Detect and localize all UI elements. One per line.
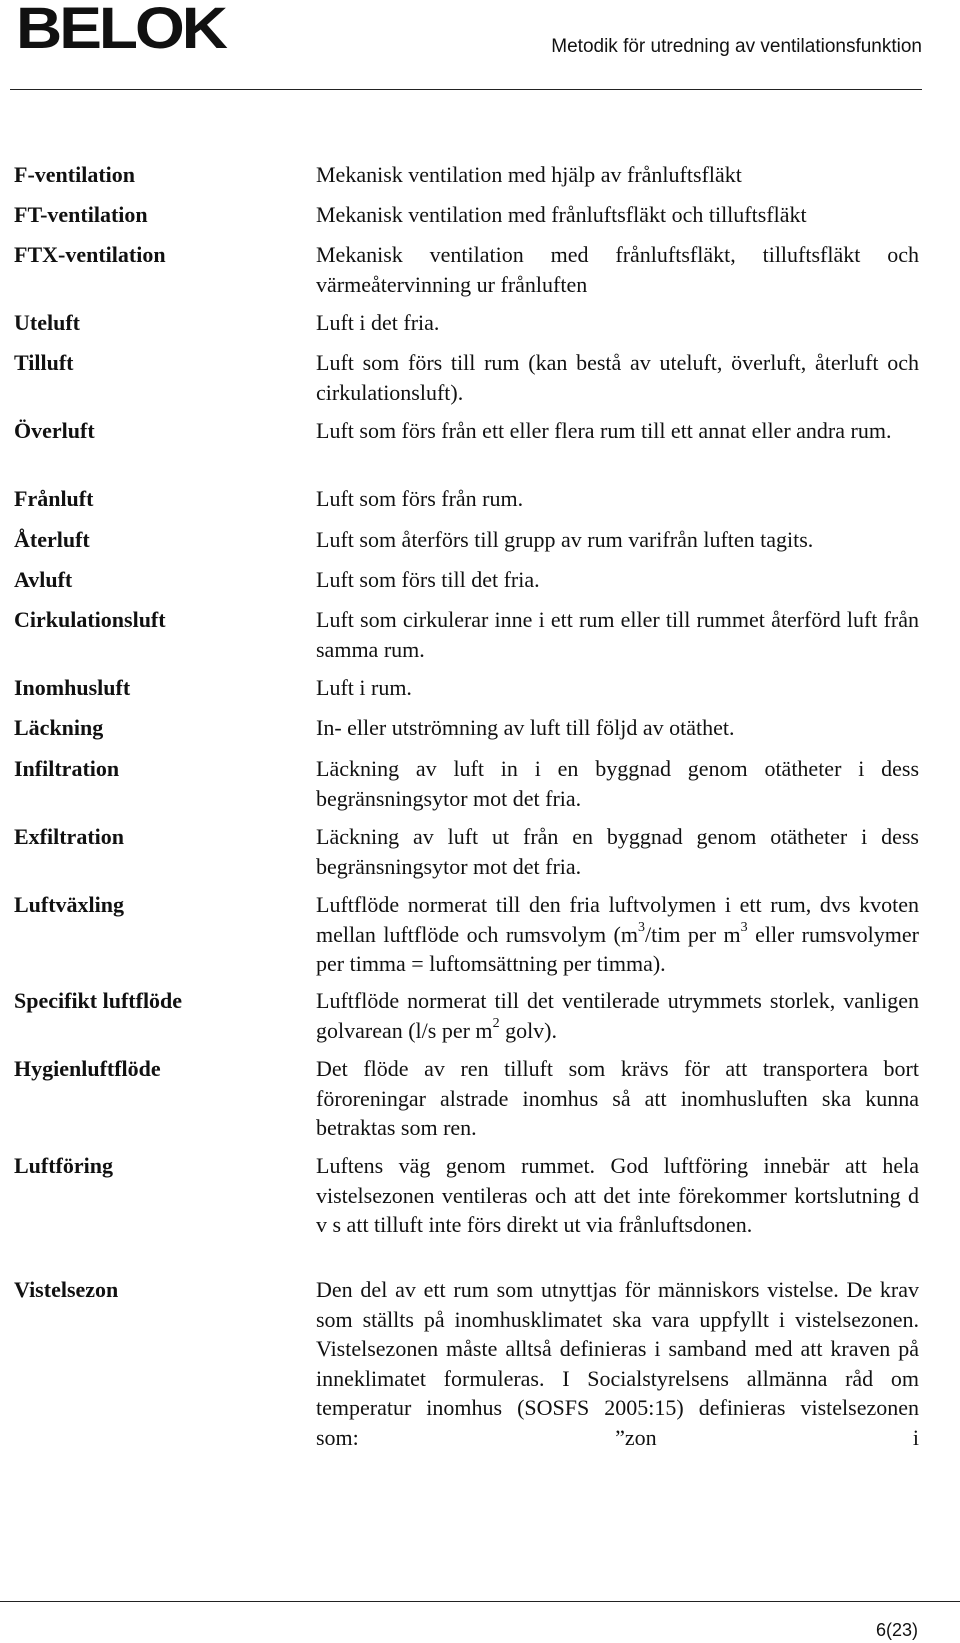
definition-description: Luft i det fria. (316, 310, 440, 335)
definition-description: Luft som cirkulerar inne i ett rum eller till rummet återförd luft från samma rum. (316, 607, 919, 662)
superscript-exponent: 2 (492, 1016, 500, 1032)
definition-term: Exfiltration (14, 824, 124, 849)
definition-description: Luft i rum. (316, 675, 412, 700)
description-text: /tim per m (645, 921, 741, 947)
description-text: golv). (499, 1017, 558, 1043)
definition-term: Uteluft (14, 310, 80, 335)
definition-term: F-ventilation (14, 162, 135, 187)
description-text: Luftflöde normerat till den fria luftvolymen i ett rum, dvs kvoten mellan luftflöde och rumsvolym (m (316, 892, 919, 947)
definition-description: Läckning av luft ut från en byggnad genom otätheter i dess begränsningsytor mot det fria. (316, 824, 919, 879)
definition-description: Luft som förs till det fria. (316, 567, 540, 592)
definition-term: FTX-ventilation (14, 242, 166, 267)
superscript-exponent: 3 (638, 920, 645, 936)
definition-term: Överluft (14, 418, 95, 443)
definition-term: Frånluft (14, 486, 94, 511)
definition-description: Mekanisk ventilation med frånluftsfläkt, tilluftsfläkt och värmeåtervinning ur frånluften (316, 242, 919, 297)
definition-term: Tilluft (14, 350, 74, 375)
page-header (0, 0, 960, 92)
definition-term: Läckning (14, 715, 104, 740)
definition-description: Luft som förs till rum (kan bestå av uteluft, överluft, återluft och cirkulationsluft). (316, 350, 919, 405)
definition-term: Vistelsezon (14, 1277, 119, 1302)
description-text: eller rumsvolymer per timma = luftomsättning per timma). (316, 921, 919, 976)
belok-logo (16, 0, 225, 62)
definition-term: Cirkulationsluft (14, 607, 166, 632)
definition-description: Läckning av luft in i en byggnad genom otätheter i dess begränsningsytor mot det fria. (316, 756, 919, 811)
superscript-exponent: 3 (740, 920, 748, 936)
header-divider (10, 89, 922, 90)
definition-description: Luft som förs från ett eller flera rum till ett annat eller andra rum. (316, 418, 892, 443)
definition-description: Den del av ett rum som utnyttjas för människors vistelse. De krav som ställts på inomhusklimatet ska vara uppfyllt i vistelsezonen. Vistelsezonen måste alltså definieras i samband med att kraven på inneklimatet formuleras. I Socialstyrelsens allmänna råd om temperatur inomhus (SOSFS 2005:15) definieras vistelsezonen som: ”zon i (316, 1277, 919, 1450)
footer-divider (0, 1601, 960, 1602)
definition-description: In- eller utströmning av luft till följd av otäthet. (316, 715, 735, 740)
definition-term: Hygienluftflöde (14, 1056, 161, 1081)
definition-description: Luftens väg genom rummet. God luftföring innebär att hela vistelsezonen ventileras och att det inte förekommer kortslutning d v s att tilluft inte förs direkt ut via frånluftsdonen. (316, 1153, 919, 1237)
definition-term: FT-ventilation (14, 202, 148, 227)
definition-description: Mekanisk ventilation med frånluftsfläkt och tilluftsfläkt (316, 202, 807, 227)
definition-description (316, 890, 919, 979)
definition-description: Luft som återförs till grupp av rum varifrån luften tagits. (316, 527, 814, 552)
page-number: 6(23) (875, 1620, 918, 1640)
logo-text: BELOK (16, 0, 225, 62)
definition-description: Luft som förs från rum. (316, 486, 524, 511)
definition-description: Det flöde av ren tilluft som krävs för att transportera bort föroreningar alstrade inomhus så att inomhusluften ska kunna betraktas som ren. (316, 1056, 919, 1140)
definition-term: Inomhusluft (14, 675, 131, 700)
definition-term: Avluft (14, 567, 73, 592)
document-title: Metodik för utredning av ventilationsfunktion (551, 36, 922, 57)
definition-term: Specifikt luftflöde (14, 988, 183, 1013)
description-text: Luftflöde normerat till det ventilerade utrymmets storlek, vanligen golvarean (l/s per m (316, 988, 919, 1043)
definition-term: Luftväxling (14, 892, 125, 917)
definition-term: Infiltration (14, 756, 120, 781)
definition-term: Återluft (14, 527, 90, 552)
definition-description (316, 986, 919, 1045)
definition-description: Mekanisk ventilation med hjälp av frånluftsfläkt (316, 162, 742, 187)
definition-term: Luftföring (14, 1153, 113, 1178)
